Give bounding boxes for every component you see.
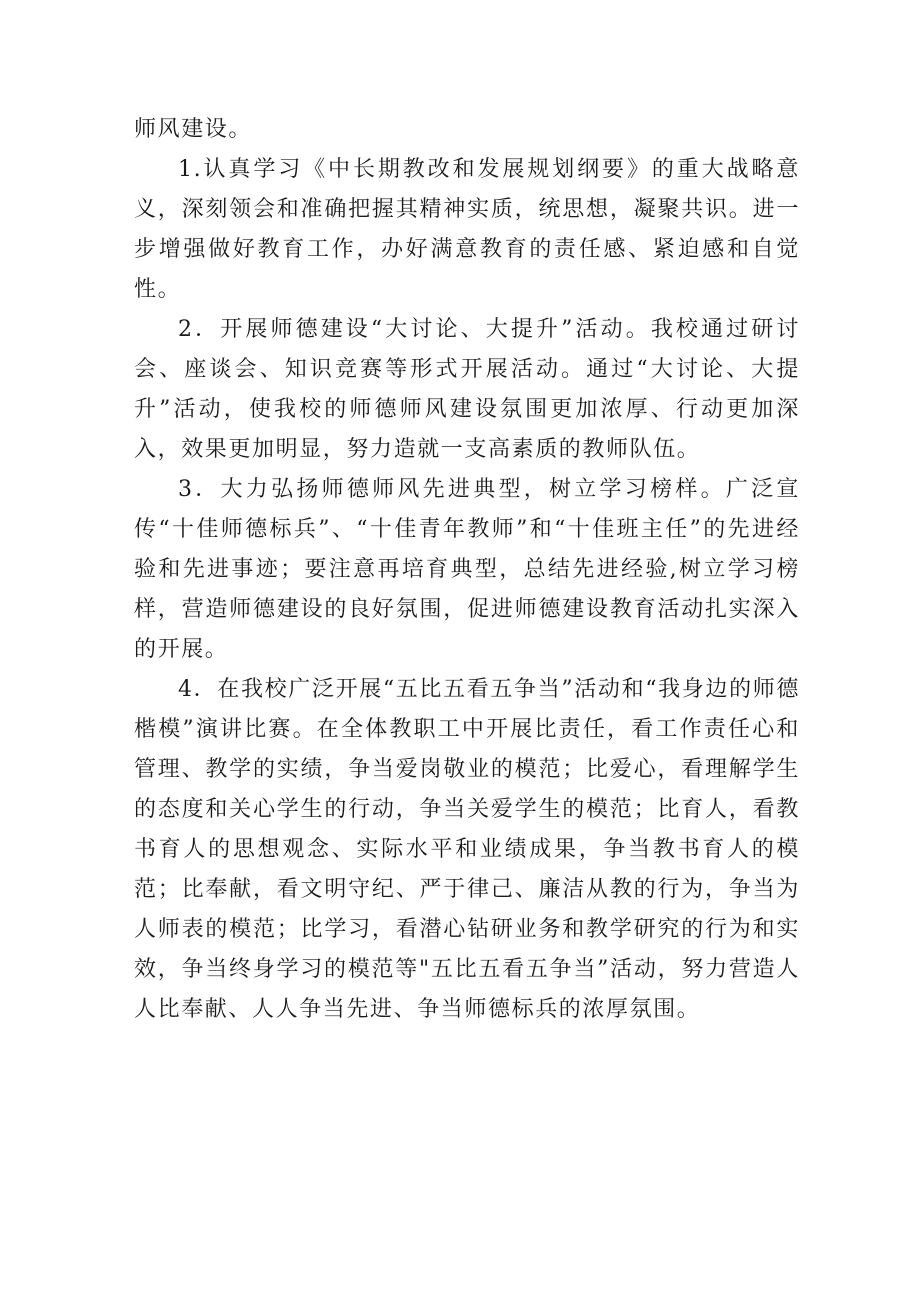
document-body [134,110,800,1030]
paragraph-item-3: 3．大力弘扬师德师风先进典型，树立学习榜样。广泛宣传“十佳师德标兵”、“十佳青年教师”和“十佳班主任”的先进经验和先进事迹；要注意再培育典型，总结先进经验,树立学习榜样，营造师德建设的良好氛围，促进师德建设教育活动扎实深入的开展。 [134,477,800,662]
paragraph-continuation: 师风建设。 [134,117,253,142]
paragraph-item-4: 4．在我校广泛开展“五比五看五争当”活动和“我身边的师德楷模”演讲比赛。在全体教职工中开展比责任，看工作责任心和管理、教学的实绩，争当爱岗敬业的模范；比爱心，看理解学生的态度和关心学生的行动，争当关爱学生的模范；比育人，看教书育人的思想观念、实际水平和业绩成果，争当教书育人的模范；比奉献，看文明守纪、严于律己、廉洁从教的行为，争当为人师表的模范；比学习，看潜心钻研业务和教学研究的行为和实效，争当终身学习的模范等"五比五看五争当”活动，努力营造人人比奉献、人人争当先进、争当师德标兵的浓厚氛围。 [134,677,800,1022]
paragraph-item-2: 2．开展师德建设“大讨论、大提升”活动。我校通过研讨会、座谈会、知识竞赛等形式开展活动。通过“大讨论、大提升”活动，使我校的师德师风建设氛围更加浓厚、行动更加深入，效果更加明显，努力造就一支高素质的教师队伍。 [134,317,800,462]
paragraph-item-1: 1.认真学习《中长期教改和发展规划纲要》的重大战略意义，深刻领会和准确把握其精神实质，统思想，凝聚共识。进一步增强做好教育工作，办好满意教育的责任感、紧迫感和自觉性。 [134,157,800,302]
